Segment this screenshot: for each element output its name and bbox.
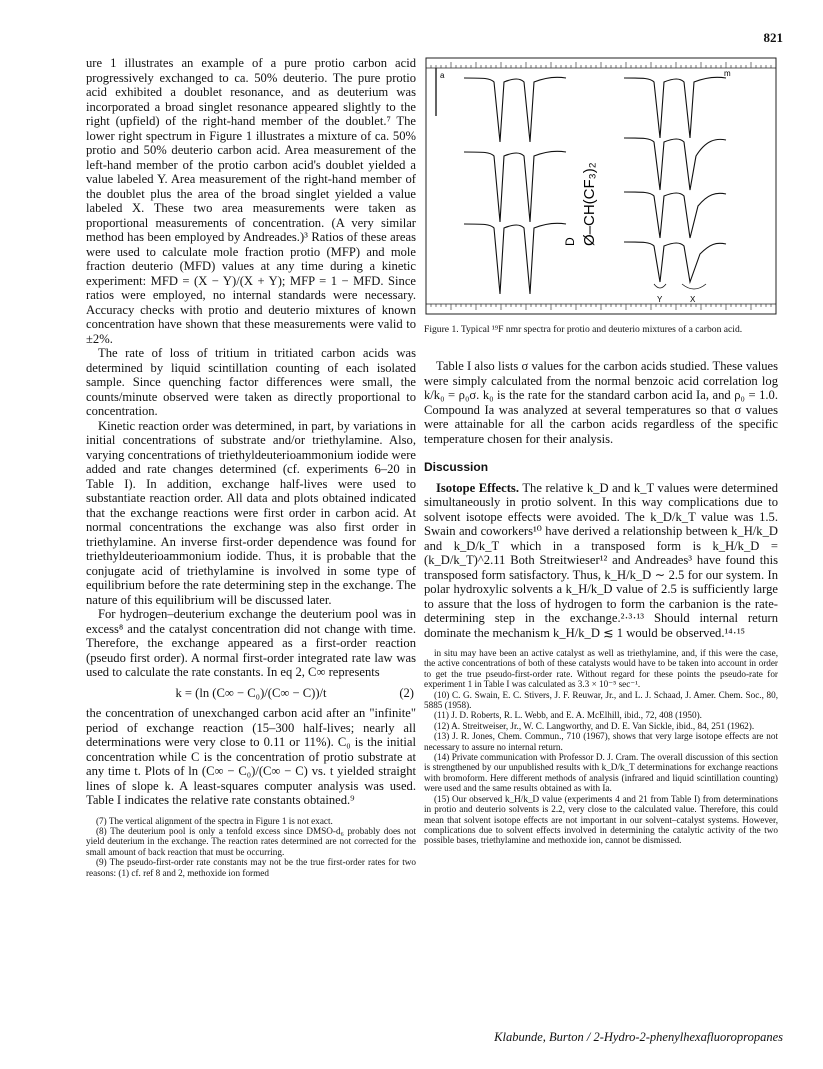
footnote-7: (7) The vertical alignment of the spectra in Figure 1 is not exact. (96, 815, 333, 826)
bracket-x (682, 284, 706, 289)
right-column (424, 56, 778, 846)
right-paragraph-2 (424, 481, 778, 641)
right-paragraph-2-text: The relative k_D and k_T values were determined simultaneously in protio solvent. In this way complications due to solvent isotope effects were avoided. The k_D/k_T value was 1.5. Swain and coworkers¹⁰ have derived a relationship between k_H/k_D and k_D/k_T which in a transposed form is k_H/k_D = (k_D/k_T)^2.11 Both Streitwieser¹² and Andreades³ have found this transposed form satisfactory. Thus, k_H/k_D ∼ 2.5 for our system. In polar hydroxylic solvents a k_H/k_D value of 2.5 is sufficiently large to assure that the loss of hydrogen to form the carbanion is the rate-determining step in the exchange.²·³·¹³ Should internal return dominate the mechanism k_H/k_D ≲ 1 would be observed.¹⁴·¹⁵ (424, 480, 778, 640)
footnote-15: (15) Our observed k_H/k_D value (experiments 4 and 21 from Table I) from determinations in protio and deuterio solvents is 2.2, very close to the calculated value. Therefore, this could mean that solvent isotope effects are not important in our solvent–catalyst systems. However, complications due to solvent effects involved in determining the catalytic activity of the two possible bases, triethylamine and methoxide ion, cannot be dismissed. (424, 793, 778, 846)
figure-frame (426, 58, 776, 314)
top-ruler-ticks (426, 62, 776, 68)
left-column (86, 56, 416, 878)
spectrum-left-3 (464, 223, 566, 294)
footnote-11: (11) J. D. Roberts, R. L. Webb, and E. A. McElhill, ibid., 72, 408 (1950). (434, 710, 702, 721)
structure-label: Ø–CH(CF₃)₂ (581, 162, 598, 246)
nmr-spectra-figure (424, 56, 778, 318)
spectrum-right-2 (624, 138, 726, 190)
spectrum-right-3 (624, 192, 726, 238)
figure-caption: Figure 1. Typical ¹⁹F nmr spectra for protio and deuterio mixtures of a carbon acid. (424, 324, 743, 335)
spectrum-left-1 (464, 77, 566, 142)
left-footnotes (86, 816, 416, 878)
structure-sublabel: D (563, 237, 577, 246)
equation-text: k = (ln (C∞ − C₀)/(C∞ − C))/t (175, 685, 327, 700)
footnote-8: (8) The deuterium pool is only a tenfold excess since DMSO-d₆ probably does not yield deuterium in the exchange. The reaction rates determined are not corrected for the small amount of back reaction that must be occurring. (86, 825, 416, 857)
section-heading: Discussion (424, 460, 489, 474)
rate-equation (86, 686, 416, 701)
spectrum-right-4 (624, 242, 726, 282)
bottom-ruler-ticks (426, 304, 776, 310)
left-paragraph-3: Kinetic reaction order was determined, in part, by variations in initial concentrations of substrate and/or triethylamine. Also, varying concentrations of triethyldeuterioammonium iodide were added and rate changes determined (cf. experiments 6–20 in Table I). In addition, exchange half-lives were used to substantiate reaction order. All data and plots obtained indicated that the exchange reactions were first order in carbon acid. At normal concentrations the exchange was also first order in triethylamine. An inverse first-order dependence was found for triethyldeuterioammonium iodide. Thus, it is probable that the conjugate acid of triethylamine is involved in some type of equilibrium before the rate determining step in the exchange. The nature of this equilibrium will be discussed later. (86, 418, 416, 607)
page-number: 821 (763, 30, 783, 45)
figure-1 (424, 56, 778, 318)
structure-label-group (563, 162, 598, 246)
footnote-9-cont: in situ may have been an active catalyst as well as triethylamine, and, if this were the case, the active concentrations of both of these catalysts would have to be taken into account in order to get the true pseudo-first-order rate. Without regard for these points the pseudo-rate for experiment 1 in Table I was calculated as 3.3 × 10⁻⁵ sec⁻¹. (424, 648, 778, 690)
label-x: X (690, 295, 696, 304)
subheading: Isotope Effects. (436, 480, 519, 495)
footnote-12: (12) A. Streitweiser, Jr., W. C. Langworthy, and D. E. Van Sickle, ibid., 84, 251 (1962). (434, 720, 755, 731)
right-paragraph-1: Table I also lists σ values for the carbon acids studied. These values were simply calculated from the normal benzoic acid correlation log k/k₀ = ρ₀σ. k₀ is the rate for the standard carbon acid Ia, and ρ₀ = 1.0. Compound Ia was analyzed at several temperatures so that σ values were attainable for all the carbon acids regardless of the specific temperature chosen for their analysis. (424, 359, 778, 446)
right-footnotes (424, 648, 778, 846)
left-paragraph-1: ure 1 illustrates an example of a pure protio carbon acid progressively exchanged to ca. 50% deuterio. The pure protio acid exhibited a doublet resonance, and as deuterium was incorporated a broad singlet resonance appeared slightly to the right (upfield) of the right-hand member of the doublet.⁷ The lower right spectrum in Figure 1 illustrates a mixture of ca. 50% protio and 50% deuterio carbon acid. Area measurement of the left-hand member of the protio carbon acid's doublet yielded a value labeled Y. Area measurement of the right-hand member of the doublet plus the area of the broad singlet yielded a value labeled X. These two area measurements were taken as proportional measurements of concentration. (A very similar method has been employed by Andreades.)³ Ratios of these areas were used to calculate mole fraction protio (MFP) and mole fraction deuterio (MFD) values at any time during a kinetic experiment: MFD = (X − Y)/(X + Y); MFP = 1 − MFD. Since ratios were employed, no internal standards were necessary. Accuracy checks with protio and deuterio mixtures of known concentration have shown that these measurements were valid to ±2%. (86, 56, 416, 346)
left-paragraph-2: The rate of loss of tritium in tritiated carbon acids was determined by liquid scintillation counting of each isolated sample. Since quenching factor differences were small, the counts/minute observed were taken as directly proportional to concentration. (86, 346, 416, 418)
equation-number: (2) (399, 685, 414, 700)
label-y: Y (657, 295, 663, 304)
footnote-13: (13) J. R. Jones, Chem. Commun., 710 (1967), shows that very large isotope effects are not necessary to assure no internal return. (424, 731, 778, 752)
ref-label-m: m (724, 69, 731, 78)
footnote-10: (10) C. G. Swain, E. C. Stivers, J. F. Reuwar, Jr., and L. J. Schaad, J. Amer. Chem. Soc., 80, 5885 (1958). (424, 689, 778, 711)
ref-label-a: a (440, 71, 445, 80)
footnote-14: (14) Private communication with Professor D. J. Cram. The overall discussion of this section is strengthened by our unpublished results with k_D/k_T determinations for exchange reactions with bromoform. Here different methods of analysis (infrared and liquid scintillation counting) were used and the same results obtained as with Ia. (424, 752, 778, 794)
right-body (424, 359, 778, 640)
footnote-9: (9) The pseudo-first-order rate constants may not be the true first-order rates for two reasons: (1) cf. ref 8 and 2, methoxide ion formed (86, 857, 416, 878)
bracket-y (654, 284, 666, 288)
running-footer: Klabunde, Burton / 2-Hydro-2-phenylhexafluoropropanes (494, 1030, 783, 1044)
spectrum-left-2 (464, 151, 566, 222)
spectrum-right-1 (624, 77, 726, 138)
left-paragraph-after-equation: the concentration of unexchanged carbon acid after an "infinite" period of exchange reaction (15–300 half-lives; nearly all determinations were very close to 0.11 or 11%). C₀ is the initial concentration while C is the concentration of protio substrate at any time t. Plots of ln (C∞ − C₀)/(C∞ − C) vs. t yielded straight lines of slope k. A least-squares computer analysis was used. Table I indicates the relative rate constants obtained.⁹ (86, 706, 416, 807)
left-paragraph-4: For hydrogen–deuterium exchange the deuterium pool was in excess⁸ and the catalyst concentration did not change with time. Therefore, the exchange appeared as a first-order reaction (pseudo first order). A normal first-order integrated rate law was used to calculate the rate constants. In eq 2, C∞ represents (86, 607, 416, 679)
